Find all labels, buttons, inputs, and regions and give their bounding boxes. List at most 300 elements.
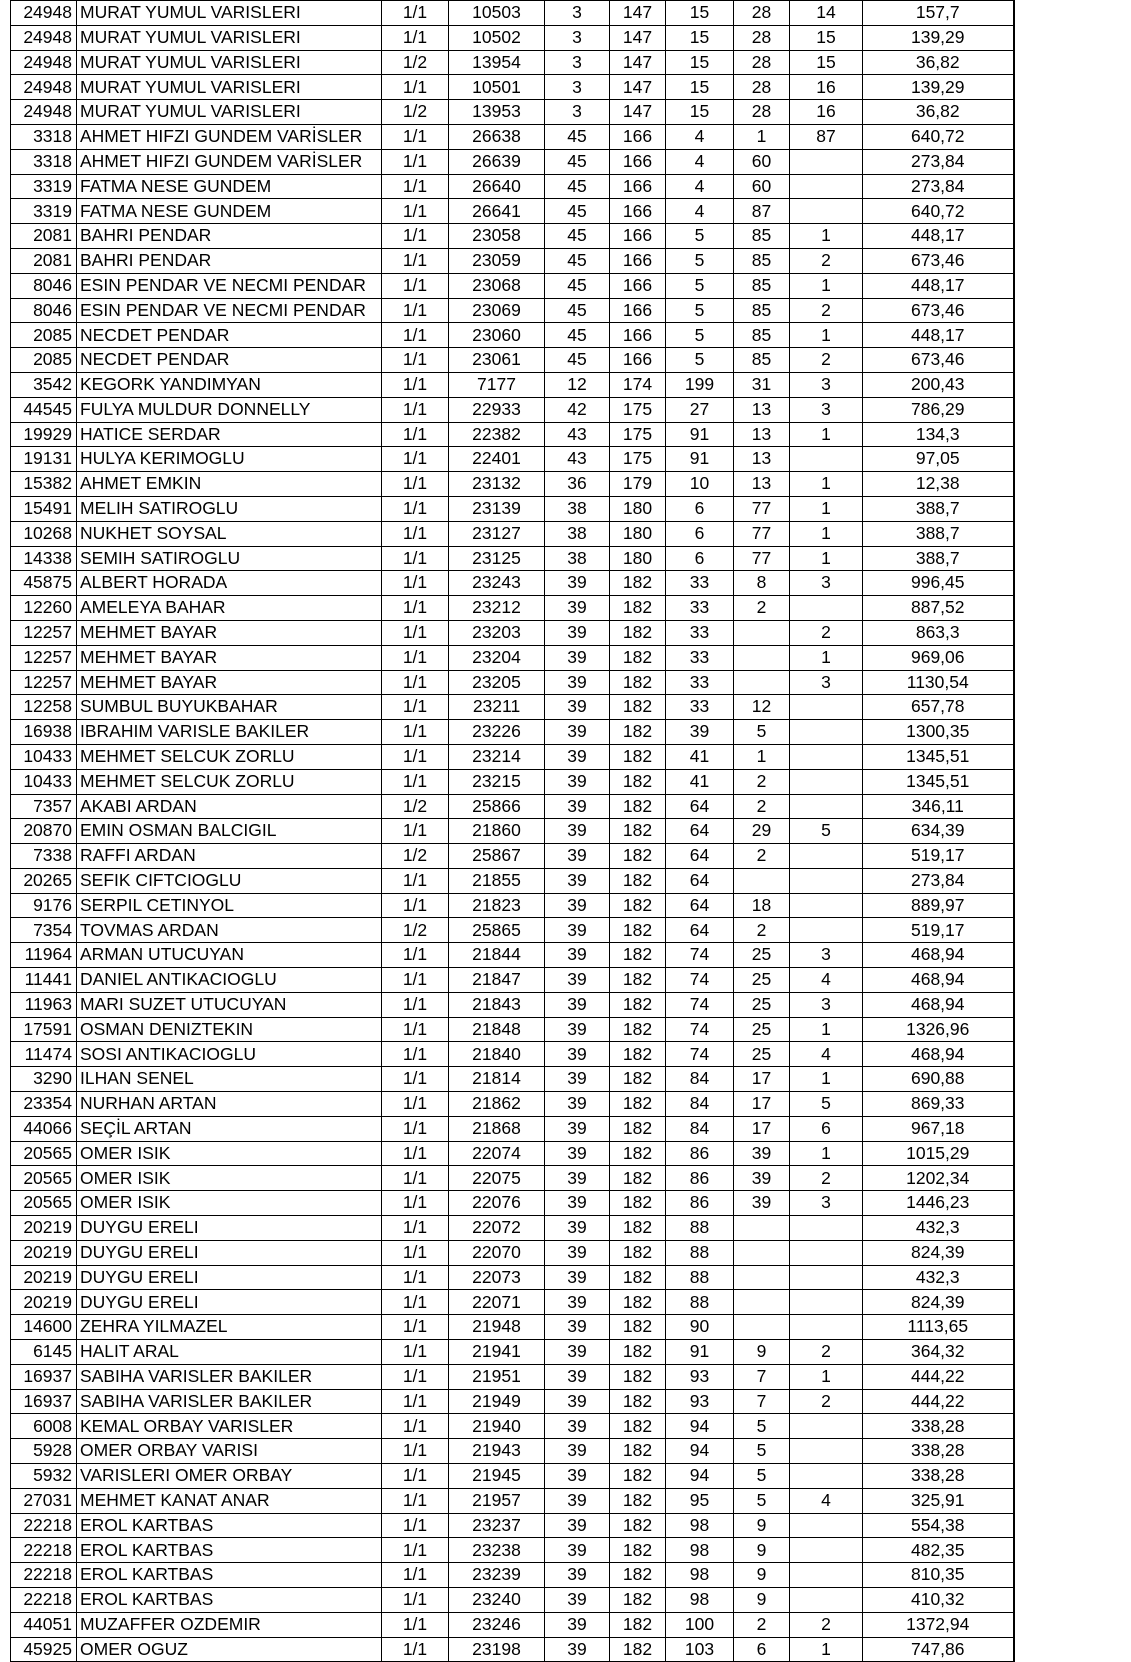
record-id-cell: 45925 (11, 1637, 77, 1662)
owner-name-cell: OMER OGUZ (77, 1637, 382, 1662)
parcel-cell: 77 (734, 521, 790, 546)
area-cell: 273,84 (863, 174, 1014, 199)
parcel-number-cell: 25866 (449, 794, 545, 819)
record-id-cell: 44051 (11, 1612, 77, 1637)
record-id-cell: 19929 (11, 422, 77, 447)
island-cell: 6 (666, 521, 734, 546)
island-cell: 199 (666, 372, 734, 397)
block-a-cell: 39 (545, 968, 610, 993)
section-cell: 3 (790, 372, 863, 397)
block-b-cell: 182 (610, 844, 666, 869)
owner-name-cell: SEÇİL ARTAN (77, 1116, 382, 1141)
parcel-cell: 85 (734, 348, 790, 373)
section-cell: 1 (790, 1364, 863, 1389)
owner-name-cell: NURHAN ARTAN (77, 1092, 382, 1117)
block-a-cell: 45 (545, 124, 610, 149)
parcel-number-cell: 22075 (449, 1166, 545, 1191)
island-cell: 5 (666, 323, 734, 348)
owner-name-cell: ALBERT HORADA (77, 571, 382, 596)
island-cell: 41 (666, 769, 734, 794)
table-row (11, 695, 1014, 720)
share-cell: 1/1 (382, 422, 449, 447)
parcel-cell: 85 (734, 323, 790, 348)
area-cell: 432,3 (863, 1265, 1014, 1290)
area-cell: 139,29 (863, 25, 1014, 50)
block-a-cell: 39 (545, 1538, 610, 1563)
block-b-cell: 182 (610, 1637, 666, 1662)
area-cell: 36,82 (863, 100, 1014, 125)
parcel-cell: 17 (734, 1067, 790, 1092)
area-cell: 869,33 (863, 1092, 1014, 1117)
block-a-cell: 39 (545, 1191, 610, 1216)
parcel-cell: 25 (734, 1042, 790, 1067)
section-cell (790, 893, 863, 918)
record-id-cell: 44066 (11, 1116, 77, 1141)
record-id-cell: 3290 (11, 1067, 77, 1092)
block-a-cell: 45 (545, 273, 610, 298)
area-cell: 673,46 (863, 248, 1014, 273)
section-cell: 1 (790, 422, 863, 447)
parcel-number-cell: 10501 (449, 75, 545, 100)
section-cell (790, 1538, 863, 1563)
record-id-cell: 2081 (11, 248, 77, 273)
area-cell: 889,97 (863, 893, 1014, 918)
table-row (11, 893, 1014, 918)
share-cell: 1/1 (382, 1265, 449, 1290)
table-row (11, 620, 1014, 645)
parcel-number-cell: 23215 (449, 769, 545, 794)
table-row (11, 992, 1014, 1017)
parcel-number-cell: 21940 (449, 1414, 545, 1439)
share-cell: 1/1 (382, 397, 449, 422)
area-cell: 448,17 (863, 323, 1014, 348)
parcel-number-cell: 23125 (449, 546, 545, 571)
island-cell: 5 (666, 348, 734, 373)
parcel-number-cell: 25867 (449, 844, 545, 869)
block-b-cell: 166 (610, 323, 666, 348)
island-cell: 41 (666, 744, 734, 769)
block-b-cell: 182 (610, 1563, 666, 1588)
table-row (11, 1166, 1014, 1191)
section-cell: 1 (790, 224, 863, 249)
block-b-cell: 182 (610, 1315, 666, 1340)
parcel-number-cell: 23060 (449, 323, 545, 348)
block-a-cell: 45 (545, 323, 610, 348)
section-cell (790, 769, 863, 794)
parcel-cell: 77 (734, 546, 790, 571)
parcel-number-cell: 21840 (449, 1042, 545, 1067)
block-a-cell: 39 (545, 1488, 610, 1513)
area-cell: 1300,35 (863, 720, 1014, 745)
area-cell: 200,43 (863, 372, 1014, 397)
record-id-cell: 20565 (11, 1141, 77, 1166)
island-cell: 64 (666, 819, 734, 844)
block-a-cell: 45 (545, 199, 610, 224)
owner-name-cell: OMER ISIK (77, 1141, 382, 1166)
block-b-cell: 182 (610, 1067, 666, 1092)
owner-name-cell: NECDET PENDAR (77, 348, 382, 373)
parcel-number-cell: 23211 (449, 695, 545, 720)
section-cell: 15 (790, 50, 863, 75)
island-cell: 15 (666, 50, 734, 75)
block-a-cell: 39 (545, 1116, 610, 1141)
area-cell: 824,39 (863, 1290, 1014, 1315)
table-row (11, 769, 1014, 794)
section-cell (790, 720, 863, 745)
island-cell: 103 (666, 1637, 734, 1662)
island-cell: 15 (666, 75, 734, 100)
share-cell: 1/1 (382, 75, 449, 100)
table-row (11, 124, 1014, 149)
section-cell: 2 (790, 620, 863, 645)
block-b-cell: 175 (610, 447, 666, 472)
record-id-cell: 14600 (11, 1315, 77, 1340)
area-cell: 1130,54 (863, 670, 1014, 695)
parcel-cell: 13 (734, 447, 790, 472)
block-a-cell: 39 (545, 1464, 610, 1489)
island-cell: 4 (666, 124, 734, 149)
block-a-cell: 39 (545, 1092, 610, 1117)
parcel-cell: 25 (734, 992, 790, 1017)
area-cell: 338,28 (863, 1414, 1014, 1439)
share-cell: 1/1 (382, 199, 449, 224)
section-cell: 1 (790, 273, 863, 298)
island-cell: 90 (666, 1315, 734, 1340)
record-id-cell: 9176 (11, 893, 77, 918)
share-cell: 1/1 (382, 744, 449, 769)
record-id-cell: 19131 (11, 447, 77, 472)
block-b-cell: 166 (610, 248, 666, 273)
island-cell: 4 (666, 199, 734, 224)
owner-name-cell: MEHMET BAYAR (77, 645, 382, 670)
parcel-number-cell: 22074 (449, 1141, 545, 1166)
block-a-cell: 3 (545, 100, 610, 125)
share-cell: 1/1 (382, 1563, 449, 1588)
parcel-number-cell: 23226 (449, 720, 545, 745)
owner-name-cell: ESIN PENDAR VE NECMI PENDAR (77, 298, 382, 323)
share-cell: 1/1 (382, 496, 449, 521)
share-cell: 1/1 (382, 1513, 449, 1538)
table-row (11, 1191, 1014, 1216)
table-row (11, 1315, 1014, 1340)
block-b-cell: 182 (610, 992, 666, 1017)
parcel-cell: 28 (734, 25, 790, 50)
block-b-cell: 166 (610, 273, 666, 298)
owner-name-cell: ESIN PENDAR VE NECMI PENDAR (77, 273, 382, 298)
parcel-cell (734, 620, 790, 645)
table-row (11, 943, 1014, 968)
island-cell: 10 (666, 472, 734, 497)
parcel-number-cell: 22933 (449, 397, 545, 422)
share-cell: 1/1 (382, 1315, 449, 1340)
block-b-cell: 182 (610, 769, 666, 794)
share-cell: 1/1 (382, 1191, 449, 1216)
parcel-cell: 77 (734, 496, 790, 521)
parcel-cell: 7 (734, 1389, 790, 1414)
share-cell: 1/1 (382, 1488, 449, 1513)
section-cell (790, 1414, 863, 1439)
section-cell: 1 (790, 546, 863, 571)
records-table (10, 0, 1015, 1662)
table-row (11, 447, 1014, 472)
block-a-cell: 39 (545, 1042, 610, 1067)
owner-name-cell: SABIHA VARISLER BAKILER (77, 1389, 382, 1414)
parcel-number-cell: 21848 (449, 1017, 545, 1042)
area-cell: 673,46 (863, 298, 1014, 323)
parcel-number-cell: 22401 (449, 447, 545, 472)
island-cell: 88 (666, 1216, 734, 1241)
parcel-number-cell: 21868 (449, 1116, 545, 1141)
share-cell: 1/1 (382, 769, 449, 794)
table-row (11, 794, 1014, 819)
parcel-cell: 9 (734, 1563, 790, 1588)
table-row (11, 1612, 1014, 1637)
island-cell: 88 (666, 1240, 734, 1265)
block-b-cell: 182 (610, 868, 666, 893)
section-cell: 16 (790, 75, 863, 100)
share-cell: 1/1 (382, 124, 449, 149)
area-cell: 432,3 (863, 1216, 1014, 1241)
parcel-number-cell: 21949 (449, 1389, 545, 1414)
table-row (11, 844, 1014, 869)
record-id-cell: 27031 (11, 1488, 77, 1513)
block-b-cell: 182 (610, 1588, 666, 1613)
parcel-cell: 7 (734, 1364, 790, 1389)
island-cell: 64 (666, 868, 734, 893)
area-cell: 346,11 (863, 794, 1014, 819)
parcel-cell (734, 1216, 790, 1241)
parcel-cell: 60 (734, 174, 790, 199)
owner-name-cell: OMER ORBAY VARISI (77, 1439, 382, 1464)
block-a-cell: 3 (545, 25, 610, 50)
parcel-number-cell: 23139 (449, 496, 545, 521)
area-cell: 410,32 (863, 1588, 1014, 1613)
island-cell: 4 (666, 149, 734, 174)
owner-name-cell: AMELEYA BAHAR (77, 596, 382, 621)
parcel-cell: 2 (734, 844, 790, 869)
record-id-cell: 20219 (11, 1240, 77, 1265)
island-cell: 98 (666, 1513, 734, 1538)
owner-name-cell: NECDET PENDAR (77, 323, 382, 348)
table-row (11, 645, 1014, 670)
share-cell: 1/1 (382, 1, 449, 26)
table-row (11, 1488, 1014, 1513)
area-cell: 338,28 (863, 1439, 1014, 1464)
area-cell: 273,84 (863, 868, 1014, 893)
share-cell: 1/1 (382, 1588, 449, 1613)
block-b-cell: 147 (610, 1, 666, 26)
block-a-cell: 39 (545, 943, 610, 968)
record-id-cell: 16937 (11, 1364, 77, 1389)
block-b-cell: 174 (610, 372, 666, 397)
record-id-cell: 24948 (11, 100, 77, 125)
table-row (11, 1216, 1014, 1241)
island-cell: 64 (666, 893, 734, 918)
share-cell: 1/1 (382, 868, 449, 893)
section-cell: 5 (790, 1092, 863, 1117)
parcel-cell: 1 (734, 744, 790, 769)
block-b-cell: 182 (610, 943, 666, 968)
owner-name-cell: KEMAL ORBAY VARISLER (77, 1414, 382, 1439)
table-row (11, 472, 1014, 497)
table-row (11, 670, 1014, 695)
island-cell: 86 (666, 1141, 734, 1166)
area-cell: 36,82 (863, 50, 1014, 75)
block-b-cell: 147 (610, 50, 666, 75)
parcel-number-cell: 23203 (449, 620, 545, 645)
parcel-cell: 13 (734, 422, 790, 447)
block-a-cell: 39 (545, 794, 610, 819)
parcel-number-cell: 22073 (449, 1265, 545, 1290)
table-row (11, 298, 1014, 323)
block-a-cell: 38 (545, 546, 610, 571)
block-a-cell: 38 (545, 521, 610, 546)
owner-name-cell: RAFFI ARDAN (77, 844, 382, 869)
table-row (11, 397, 1014, 422)
block-b-cell: 182 (610, 1042, 666, 1067)
record-id-cell: 3318 (11, 149, 77, 174)
parcel-number-cell: 21847 (449, 968, 545, 993)
share-cell: 1/1 (382, 1141, 449, 1166)
table-row (11, 1141, 1014, 1166)
block-b-cell: 180 (610, 496, 666, 521)
island-cell: 74 (666, 943, 734, 968)
area-cell: 969,06 (863, 645, 1014, 670)
area-cell: 273,84 (863, 149, 1014, 174)
parcel-number-cell: 22072 (449, 1216, 545, 1241)
section-cell (790, 1315, 863, 1340)
section-cell (790, 918, 863, 943)
section-cell (790, 1216, 863, 1241)
island-cell: 5 (666, 298, 734, 323)
record-id-cell: 2085 (11, 348, 77, 373)
section-cell (790, 1290, 863, 1315)
area-cell: 1372,94 (863, 1612, 1014, 1637)
record-id-cell: 23354 (11, 1092, 77, 1117)
area-cell: 157,7 (863, 1, 1014, 26)
section-cell: 1 (790, 496, 863, 521)
record-id-cell: 10433 (11, 744, 77, 769)
area-cell: 640,72 (863, 124, 1014, 149)
owner-name-cell: AHMET HIFZI GUNDEM VARİSLER (77, 149, 382, 174)
island-cell: 100 (666, 1612, 734, 1637)
parcel-number-cell: 23198 (449, 1637, 545, 1662)
block-a-cell: 39 (545, 1067, 610, 1092)
area-cell: 996,45 (863, 571, 1014, 596)
owner-name-cell: FULYA MULDUR DONNELLY (77, 397, 382, 422)
block-b-cell: 182 (610, 670, 666, 695)
table-row (11, 720, 1014, 745)
owner-name-cell: ARMAN UTUCUYAN (77, 943, 382, 968)
parcel-number-cell: 22070 (449, 1240, 545, 1265)
section-cell: 2 (790, 248, 863, 273)
share-cell: 1/2 (382, 794, 449, 819)
island-cell: 64 (666, 844, 734, 869)
record-id-cell: 20565 (11, 1191, 77, 1216)
block-a-cell: 39 (545, 844, 610, 869)
area-cell: 139,29 (863, 75, 1014, 100)
block-a-cell: 12 (545, 372, 610, 397)
island-cell: 15 (666, 1, 734, 26)
block-a-cell: 39 (545, 1563, 610, 1588)
block-a-cell: 39 (545, 695, 610, 720)
record-id-cell: 8046 (11, 298, 77, 323)
area-cell: 444,22 (863, 1364, 1014, 1389)
parcel-number-cell: 23059 (449, 248, 545, 273)
share-cell: 1/1 (382, 1439, 449, 1464)
record-id-cell: 6145 (11, 1340, 77, 1365)
parcel-cell: 6 (734, 1637, 790, 1662)
parcel-number-cell: 26640 (449, 174, 545, 199)
section-cell (790, 1563, 863, 1588)
share-cell: 1/1 (382, 695, 449, 720)
parcel-number-cell: 23246 (449, 1612, 545, 1637)
record-id-cell: 7338 (11, 844, 77, 869)
parcel-number-cell: 22076 (449, 1191, 545, 1216)
section-cell: 2 (790, 298, 863, 323)
record-id-cell: 12260 (11, 596, 77, 621)
area-cell: 468,94 (863, 968, 1014, 993)
table-row (11, 1067, 1014, 1092)
block-a-cell: 36 (545, 472, 610, 497)
block-b-cell: 182 (610, 1216, 666, 1241)
share-cell: 1/1 (382, 323, 449, 348)
record-id-cell: 12257 (11, 670, 77, 695)
block-b-cell: 182 (610, 720, 666, 745)
block-b-cell: 179 (610, 472, 666, 497)
area-cell: 673,46 (863, 348, 1014, 373)
block-a-cell: 39 (545, 1414, 610, 1439)
block-b-cell: 182 (610, 1116, 666, 1141)
area-cell: 468,94 (863, 943, 1014, 968)
table-row (11, 149, 1014, 174)
section-cell: 1 (790, 472, 863, 497)
owner-name-cell: HALIT ARAL (77, 1340, 382, 1365)
area-cell: 1202,34 (863, 1166, 1014, 1191)
parcel-cell: 17 (734, 1116, 790, 1141)
parcel-number-cell: 23132 (449, 472, 545, 497)
share-cell: 1/1 (382, 447, 449, 472)
block-a-cell: 39 (545, 1315, 610, 1340)
section-cell (790, 1464, 863, 1489)
area-cell: 338,28 (863, 1464, 1014, 1489)
island-cell: 88 (666, 1290, 734, 1315)
block-a-cell: 39 (545, 1265, 610, 1290)
share-cell: 1/1 (382, 1240, 449, 1265)
area-cell: 640,72 (863, 199, 1014, 224)
island-cell: 74 (666, 1042, 734, 1067)
block-b-cell: 147 (610, 25, 666, 50)
section-cell: 1 (790, 323, 863, 348)
block-b-cell: 166 (610, 224, 666, 249)
owner-name-cell: SABIHA VARISLER BAKILER (77, 1364, 382, 1389)
share-cell: 1/1 (382, 248, 449, 273)
record-id-cell: 22218 (11, 1513, 77, 1538)
block-a-cell: 3 (545, 75, 610, 100)
parcel-number-cell: 23205 (449, 670, 545, 695)
table-row (11, 1513, 1014, 1538)
section-cell: 15 (790, 25, 863, 50)
area-cell: 448,17 (863, 273, 1014, 298)
block-b-cell: 166 (610, 298, 666, 323)
section-cell: 1 (790, 1017, 863, 1042)
island-cell: 93 (666, 1364, 734, 1389)
owner-name-cell: VARISLERI OMER ORBAY (77, 1464, 382, 1489)
parcel-number-cell: 23214 (449, 744, 545, 769)
owner-name-cell: DUYGU ERELI (77, 1290, 382, 1315)
island-cell: 91 (666, 447, 734, 472)
share-cell: 1/1 (382, 992, 449, 1017)
